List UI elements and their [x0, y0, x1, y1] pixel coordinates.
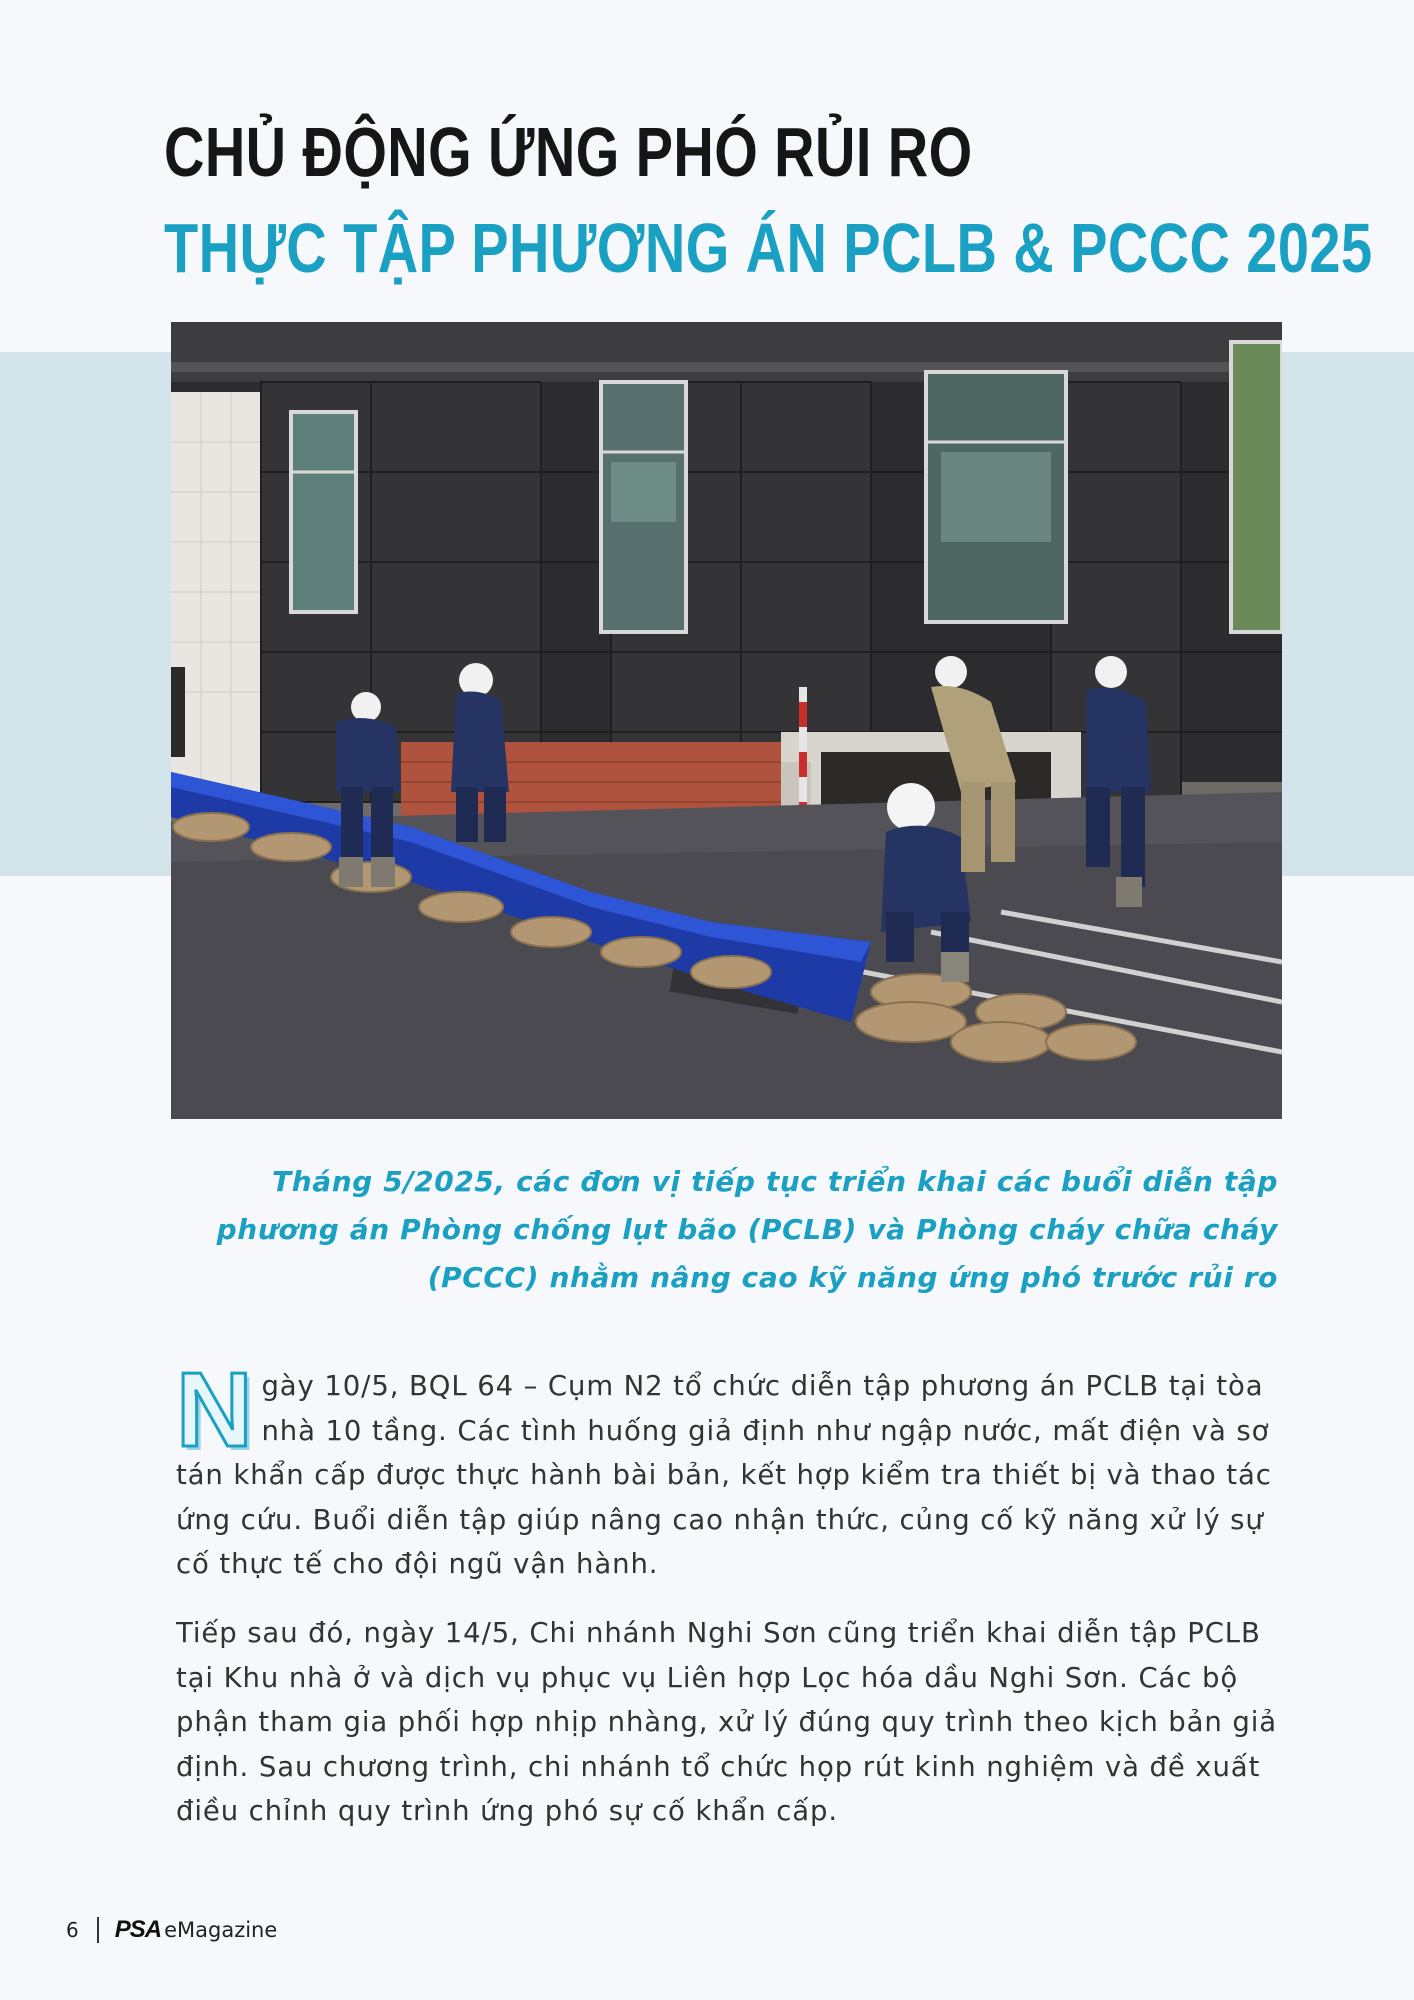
body-paragraph-2: Tiếp sau đó, ngày 14/5, Chi nhánh Nghi Sơn cũng triển khai diễn tập PCLB tại Khu nhà ở và dịch vụ phục vụ Liên hợp Lọc hóa dầu Nghi Sơn. Các bộ phận tham gia phối hợp nhịp nhàng, xử lý đúng quy trình theo kịch bản giả định. Sau chương trình, chi nhánh tổ chức họp rút kinh nghiệm và đề xuất điều chỉnh quy trình ứng phó sự cố khẩn cấp. — [176, 1617, 1278, 1827]
photo-illustration — [171, 322, 1282, 1119]
title-line-1: CHỦ ĐỘNG ỨNG PHÓ RỦI RO — [164, 113, 973, 191]
lead-paragraph: Tháng 5/2025, các đơn vị tiếp tục triển khai các buổi diễn tập phương án Phòng chống lụt bão (PCLB) và Phòng cháy chữa cháy (PCCC) nhằm nâng cao kỹ năng ứng phó trước rủi ro — [216, 1165, 1278, 1294]
photo-flood-drill — [171, 322, 1282, 1119]
drop-cap-letter: N — [176, 1351, 254, 1469]
body-paragraph-1 — [176, 1351, 1286, 1587]
page-number: 6 — [66, 1918, 79, 1942]
title-line-2: THỰC TẬP PHƯƠNG ÁN PCLB & PCCC 2025 — [164, 209, 1373, 287]
psa-logo: PSA — [114, 1916, 162, 1943]
page-footer — [66, 1913, 277, 1947]
body-paragraph-1-text: gày 10/5, BQL 64 – Cụm N2 tổ chức diễn tập phương án PCLB tại tòa nhà 10 tầng. Các tình huống giả định như ngập nước, mất điện và sơ tán khẩn cấp được thực hành bài bản, kết hợp kiểm tra thiết bị và thao tác ứng cứu. Buổi diễn tập giúp nâng cao nhận thức, củng cố kỹ năng xử lý sự cố thực tế cho đội ngũ vận hành. — [176, 1370, 1272, 1580]
footer-divider — [97, 1917, 99, 1943]
publication-name: eMagazine — [164, 1918, 278, 1942]
